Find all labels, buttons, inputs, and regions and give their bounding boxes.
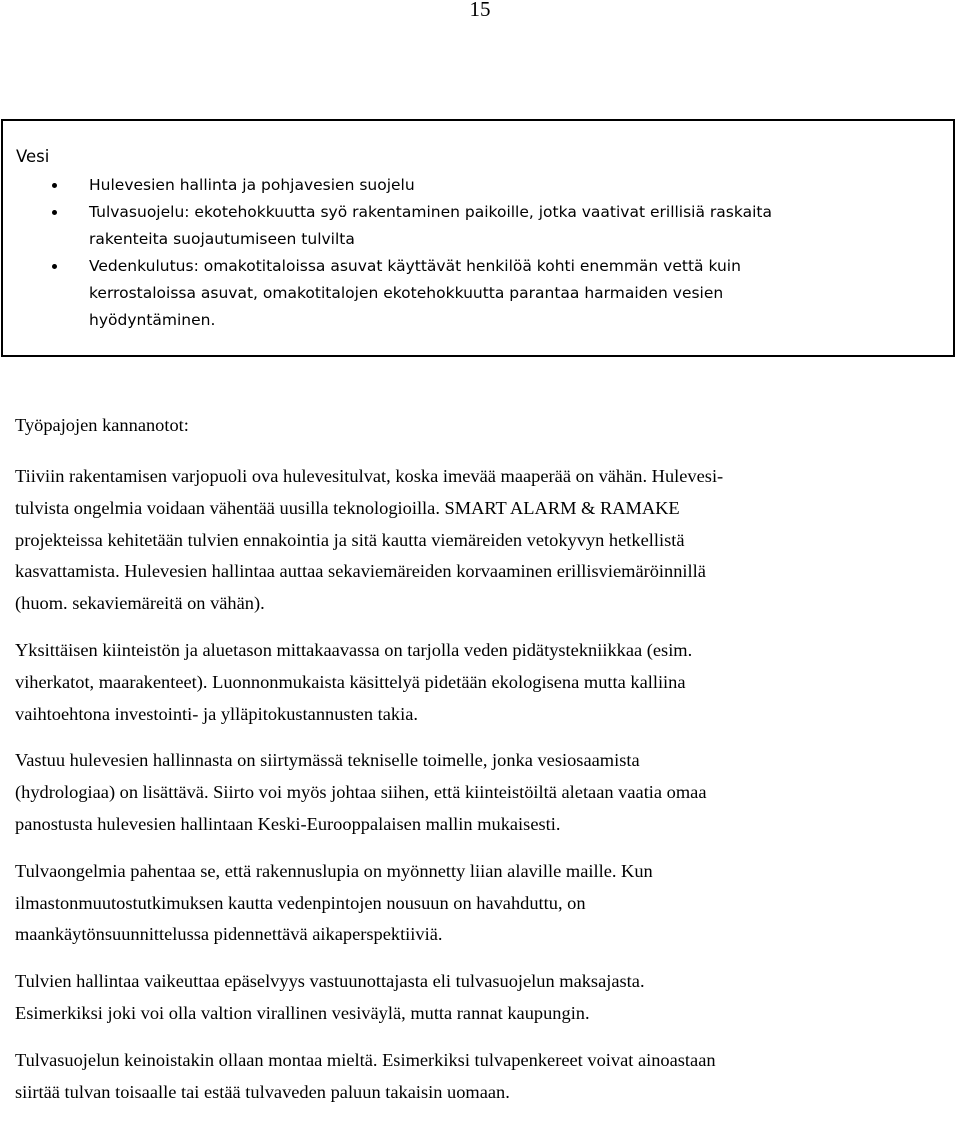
bullet-line: hyödyntäminen.: [89, 311, 216, 329]
paragraph-line: (huom. sekaviemäreitä on vähän).: [15, 593, 265, 614]
bullet-line: rakenteita suojautumiseen tulvilta: [89, 230, 355, 248]
bullet-list: [3, 172, 909, 334]
paragraph: [15, 1045, 950, 1109]
paragraph-line: Esimerkiksi joki voi olla valtion virallinen vesiväylä, mutta rannat kaupungin.: [15, 1002, 590, 1023]
paragraph: [15, 461, 950, 620]
paragraph-line: vaihtoehtona investointi- ja ylläpitokustannusten takia.: [15, 703, 418, 724]
paragraph: [15, 635, 950, 730]
bullet-line: Vedenkulutus: omakotitaloissa asuvat käyttävät henkilöä kohti enemmän vettä kuin: [89, 257, 741, 275]
paragraph-line: Tulvaongelmia pahentaa se, että rakennuslupia on myönnetty liian alaville maille. Kun: [15, 860, 653, 881]
paragraph-line: panostusta hulevesien hallintaan Keski-Eurooppalaisen mallin mukaisesti.: [15, 813, 561, 834]
bullet-line: kerrostaloissa asuvat, omakotitalojen ekotehokkuutta parantaa harmaiden vesien: [89, 284, 724, 302]
paragraph-line: kasvattamista. Hulevesien hallintaa auttaa sekaviemäreiden korvaaminen erillisviemäröinnillä: [15, 561, 706, 582]
paragraph-line: ilmastonmuutostutkimuksen kautta vedenpintojen nousuun on havahduttu, on: [15, 892, 586, 913]
water-summary-box: [1, 119, 955, 357]
bullet-line: Hulevesien hallinta ja pohjavesien suojelu: [89, 176, 415, 194]
paragraph-line: (hydrologiaa) on lisättävä. Siirto voi myös johtaa siihen, että kiinteistöiltä aletaan vaatia omaa: [15, 782, 707, 803]
section-heading: Työpajojen kannanotot:: [15, 415, 189, 435]
paragraph-line: tulvista ongelmia voidaan vähentää uusilla teknologioilla. SMART ALARM & RAMAKE: [15, 497, 680, 518]
paragraph: [15, 745, 950, 840]
paragraph-line: siirtää tulvan toisaalle tai estää tulvaveden paluun takaisin uomaan.: [15, 1081, 510, 1102]
paragraph-line: Yksittäisen kiinteistön ja aluetason mittakaavassa on tarjolla veden pidätystekniikkaa (esim.: [15, 639, 693, 660]
bullet-item: [3, 199, 909, 253]
paragraph-line: Tulvasuojelun keinoistakin ollaan montaa mieltä. Esimerkiksi tulvapenkereet voivat ainoastaan: [15, 1049, 716, 1070]
paragraph: [15, 966, 950, 1030]
bullet-dot-icon: [52, 210, 57, 215]
paragraph: [15, 856, 950, 951]
paragraph-line: viherkatot, maarakenteet). Luonnonmukaista käsittelyä pidetään ekologisena mutta kalliina: [15, 671, 686, 692]
paragraph-line: Tiiviin rakentamisen varjopuoli ova hulevesitulvat, koska imevää maaperää on vähän. Hulevesi-: [15, 466, 724, 486]
paragraph-line: maankäytönsuunnittelussa pidennettävä aikaperspektiiviä.: [15, 924, 443, 945]
paragraph-line: Tulvien hallintaa vaikeuttaa epäselvyys vastuunottajasta eli tulvasuojelun maksajasta.: [15, 971, 645, 992]
bullet-item: [3, 172, 909, 199]
page-number: 15: [469, 0, 491, 21]
box-title: Vesi: [16, 147, 50, 166]
bullet-item: [3, 253, 909, 334]
bullet-dot-icon: [52, 183, 57, 188]
bullet-line: Tulvasuojelu: ekotehokkuutta syö rakentaminen paikoille, jotka vaativat erillisiä raskaita: [89, 203, 772, 221]
paragraph-line: projekteissa kehitetään tulvien ennakointia ja sitä kautta viemäreiden vetokyvyn hetkellistä: [15, 529, 685, 550]
paragraph-line: Vastuu hulevesien hallinnasta on siirtymässä tekniselle toimelle, jonka vesiosaamista: [15, 750, 640, 771]
document-body: [15, 410, 950, 1108]
bullet-dot-icon: [52, 264, 57, 269]
